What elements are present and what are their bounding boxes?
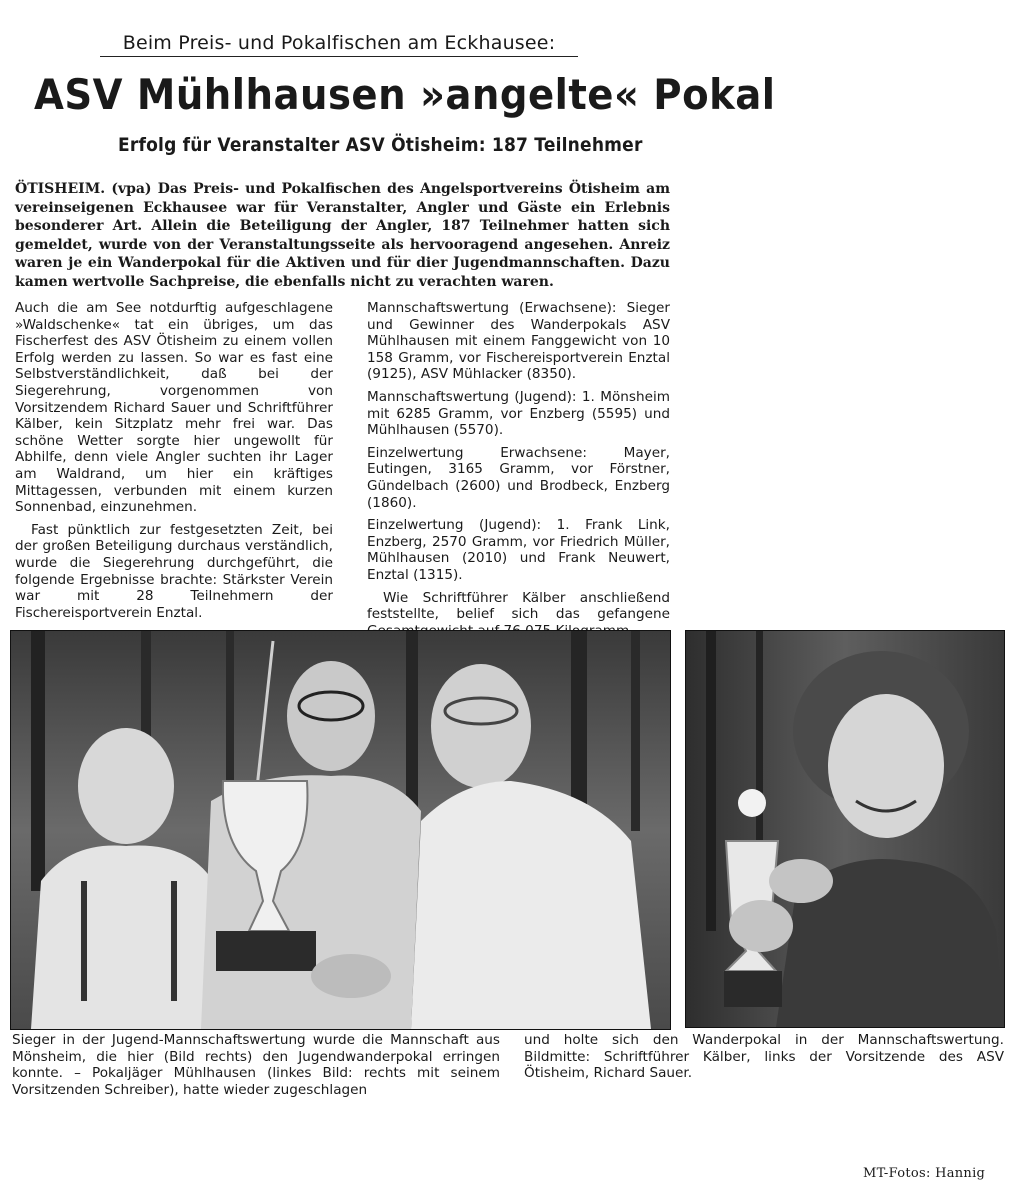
caption-right: und holte sich den Wanderpokal in der Mannschaftswertung. Bildmitte: Schriftführer Kälber, links der Vorsitzende des ASV Ötisheim, Richard Sauer. — [524, 1032, 1004, 1082]
left-column-paragraph: Auch die am See notdurftig aufgeschlagene »Waldschenke« tat ein übriges, um das Fischerfest des ASV Ötisheim zu einem vollen Erfolg werden zu lassen. So war es fast eine Selbstverständlichkeit, daß bei der Siegerehrung, vorgenommen von Vorsitzendem Richard Sauer und Schriftführer Kälber, kein Sitzplatz mehr frei war. Das schöne Wetter sorgte hier ungewollt für Abhilfe, denn viele Angler suchten ihr Lager am Waldrand, um hier ein kräftiges Mittagessen, verbunden mit einem kurzen Sonnenbad, einzunehmen. — [15, 300, 333, 516]
results-youth-team: Mannschaftswertung (Jugend): 1. Mönsheim mit 6285 Gramm, vor Enzberg (5595) und Mühlhausen (5570). — [367, 388, 670, 439]
right-column — [367, 300, 670, 645]
intro-dateline: ÖTISHEIM. (vpa) — [15, 181, 152, 197]
intro-text: Das Preis- und Pokalfischen des Angelsportvereins Ötisheim am vereinseigenen Eckhausee war für Veranstalter, Angler und Gäste ein Erlebnis besonderer Art. Allein die Beteiligung der Angler, 187 Teilnehmer hatten sich gemeldet, wurde von der Veranstaltungsseite als hervooragend angesehen. Anreiz waren je ein Wanderpokal für die Aktiven und für dier Jugendmannschaften. Dazu kamen wertvolle Sachpreise, die ebenfalls nicht zu verachten waren. — [15, 181, 671, 290]
article-kicker: Beim Preis- und Pokalfischen am Eckhausee: — [100, 32, 578, 57]
photo-credit: MT-Fotos: Hannig — [863, 1166, 986, 1181]
left-column — [15, 300, 333, 627]
results-total-weight: Wie Schriftführer Kälber anschließend feststellte, belief sich das gefangene — [367, 589, 670, 623]
left-column-paragraph: Fast pünktlich zur festgesetzten Zeit, bei der großen Beteiligung durchaus verständlich, wurde die Siegerehrung durchgeführt, die folgende Ergebnisse brachte: Stärkster Verein war mit 28 Teilnehmern der Fischereisportverein Enztal. — [15, 521, 333, 621]
article-headline: ASV Mühlhausen »angelte« Pokal — [34, 70, 776, 119]
group-photo-image — [11, 631, 670, 1029]
youth-winner-photo-image — [686, 631, 1004, 1027]
group-photo — [10, 630, 671, 1030]
youth-winner-photo — [685, 630, 1005, 1028]
caption-left: Sieger in der Jugend-Mannschaftswertung wurde die Mannschaft aus Mönsheim, die hier (Bild rechts) den Jugendwanderpokal erringen konnte. – Pokaljäger Mühlhausen (linkes Bild: rechts mit seinem Vorsitzenden Schreiber), hatte wieder zugeschlagen — [12, 1032, 500, 1098]
article-subheadline: Erfolg für Veranstalter ASV Ötisheim: 187 Teilnehmer — [118, 134, 643, 156]
results-youth-individual: Einzelwertung (Jugend): 1. Frank Link, Enzberg, 2570 Gramm, vor Friedrich Müller, Mühlhausen (2010) und Frank Neuwert, Enztal (1315). — [367, 517, 670, 583]
results-adult-team: Mannschaftswertung (Erwachsene): Sieger und Gewinner des Wanderpokals ASV Mühlhausen mit einem Fanggewicht von 10 158 Gramm, vor Fischereisportverein Enztal (9125), ASV Mühlacker (8350). — [367, 300, 670, 383]
results-adult-individual: Einzelwertung Erwachsene: Mayer, Eutingen, 3165 Gramm, vor Förstner, Gündelbach (2600) und Brodbeck, Enzberg (1860). — [367, 444, 670, 511]
article-intro — [15, 180, 670, 292]
